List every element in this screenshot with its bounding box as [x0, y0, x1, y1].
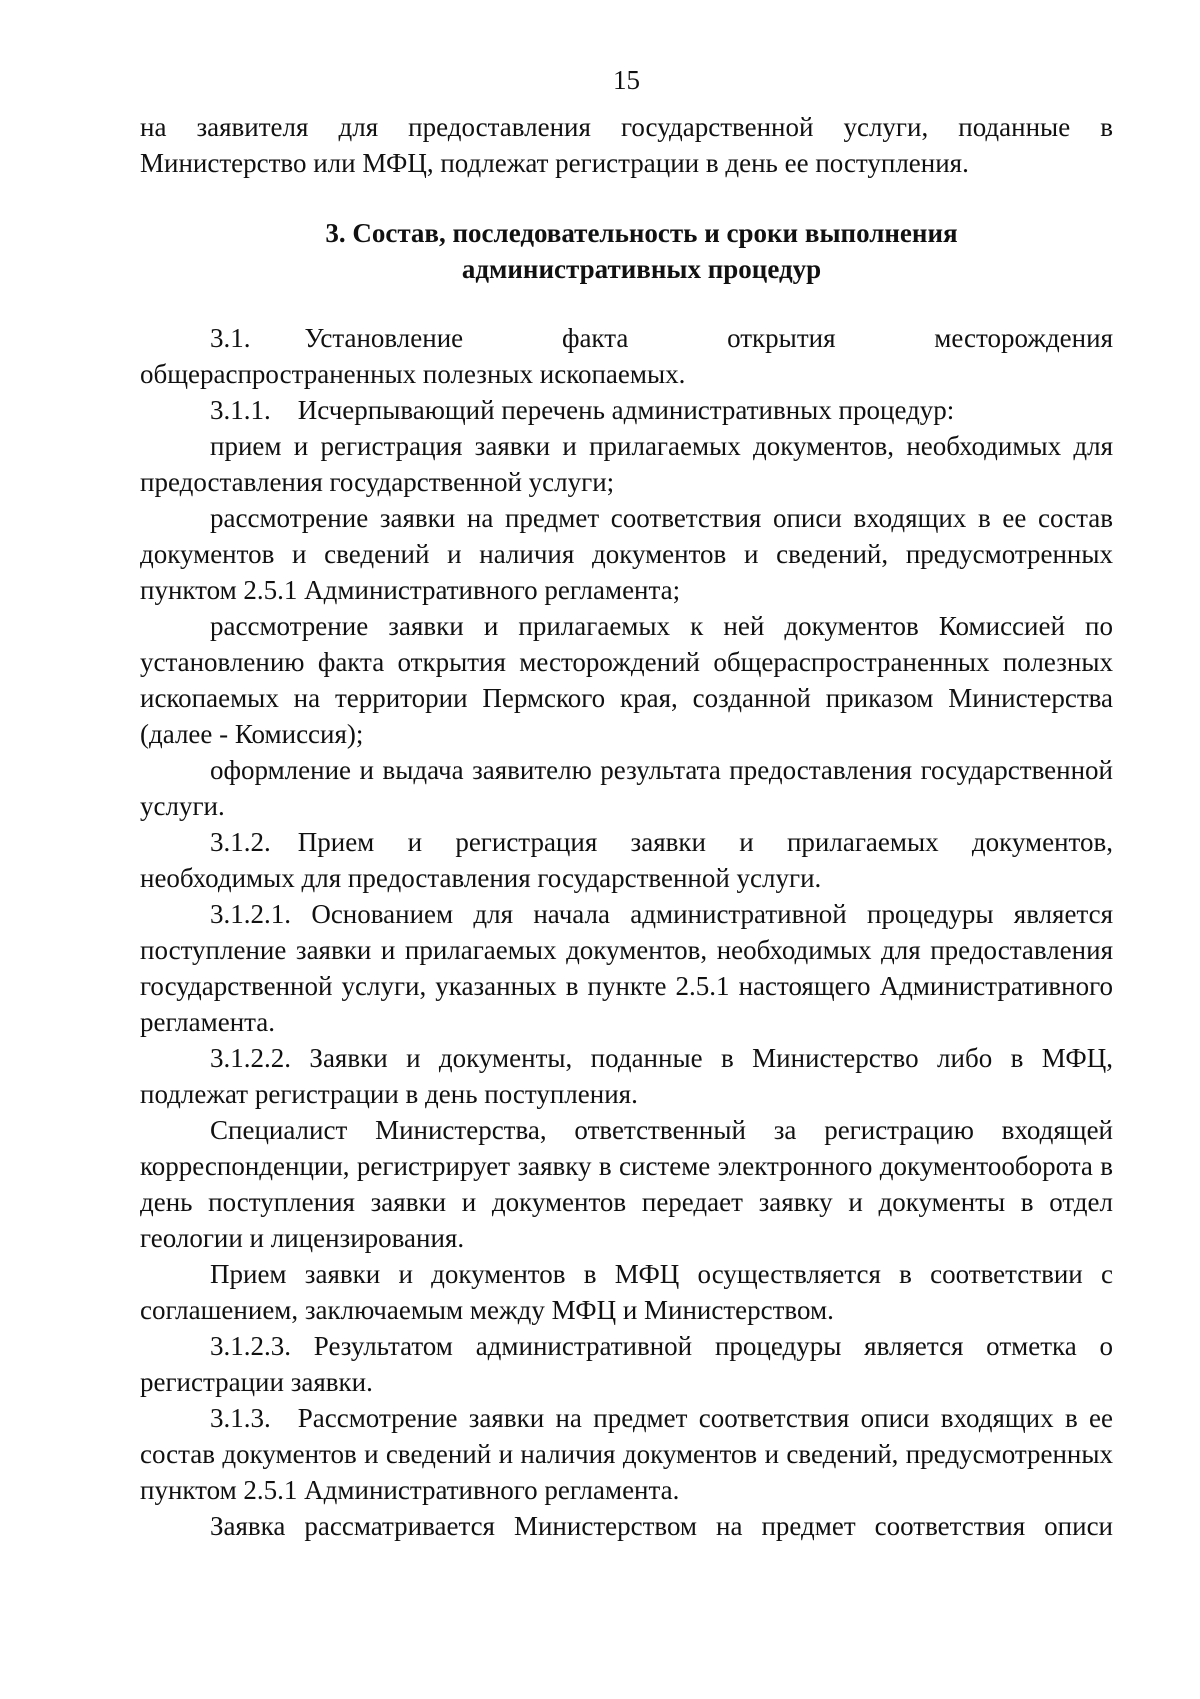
paragraph-3-1-2: 3.1.2. Прием и регистрация заявки и прилагаемых документов, необходимых для предоставления государственной услуги. — [140, 827, 1113, 893]
intro-paragraph: на заявителя для предоставления государственной услуги, поданные в Министерство или МФЦ, подлежат регистрации в день ее поступления. — [140, 112, 1113, 178]
paragraph-3-1-3: 3.1.3. Рассмотрение заявки на предмет соответствия описи входящих в ее состав документов и сведений и наличия документов и сведений, предусмотренных пунктом 2.5.1 Административного регламента. — [140, 1403, 1113, 1505]
paragraph-mfc-reception: Прием заявки и документов в МФЦ осуществляется в соответствии с соглашением, заключаемым между МФЦ и Министерством. — [140, 1259, 1113, 1325]
list-item-reception: прием и регистрация заявки и прилагаемых документов, необходимых для предоставления государственной услуги; — [140, 431, 1113, 497]
document-body — [140, 109, 1113, 1544]
paragraph-specialist: Специалист Министерства, ответственный за регистрацию входящей корреспонденции, регистрирует заявку в системе электронного документооборота в день поступления заявки и документов передает заявку и документы в отдел геологии и лицензирования. — [140, 1115, 1113, 1253]
section-heading — [140, 215, 1113, 287]
paragraph-3-1: 3.1. Установление факта открытия месторождения общераспространенных полезных ископаемых. — [140, 323, 1113, 389]
paragraph-3-1-2-1: 3.1.2.1. Основанием для начала административной процедуры является поступление заявки и прилагаемых документов, необходимых для предоставления государственной услуги, указанных в пункте 2.5.1 настоящего Административного регламента. — [140, 899, 1113, 1037]
section-heading-line-1: 3. Состав, последовательность и сроки выполнения — [325, 218, 958, 248]
page-number: 15 — [613, 65, 640, 95]
list-item-issuance: оформление и выдача заявителю результата предоставления государственной услуги. — [140, 755, 1113, 821]
list-item-commission-review: рассмотрение заявки и прилагаемых к ней документов Комиссией по установлению факта открытия месторождений общераспространенных полезных ископаемых на территории Пермского края, созданной приказом Министерства (далее - Комиссия); — [140, 611, 1113, 749]
section-heading-line-2: административных процедур — [461, 254, 822, 284]
paragraph-3-1-2-3: 3.1.2.3. Результатом административной процедуры является отметка о регистрации заявки. — [140, 1331, 1113, 1397]
paragraph-3-1-1: 3.1.1. Исчерпывающий перечень административных процедур: — [210, 395, 955, 425]
list-item-review-inventory: рассмотрение заявки на предмет соответствия описи входящих в ее состав документов и сведений и наличия документов и сведений, предусмотренных пунктом 2.5.1 Административного регламента; — [140, 503, 1113, 605]
paragraph-review-continued: Заявка рассматривается Министерством на предмет соответствия описи — [210, 1511, 1113, 1541]
paragraph-3-1-2-2: 3.1.2.2. Заявки и документы, поданные в Министерство либо в МФЦ, подлежат регистрации в день поступления. — [140, 1043, 1113, 1109]
